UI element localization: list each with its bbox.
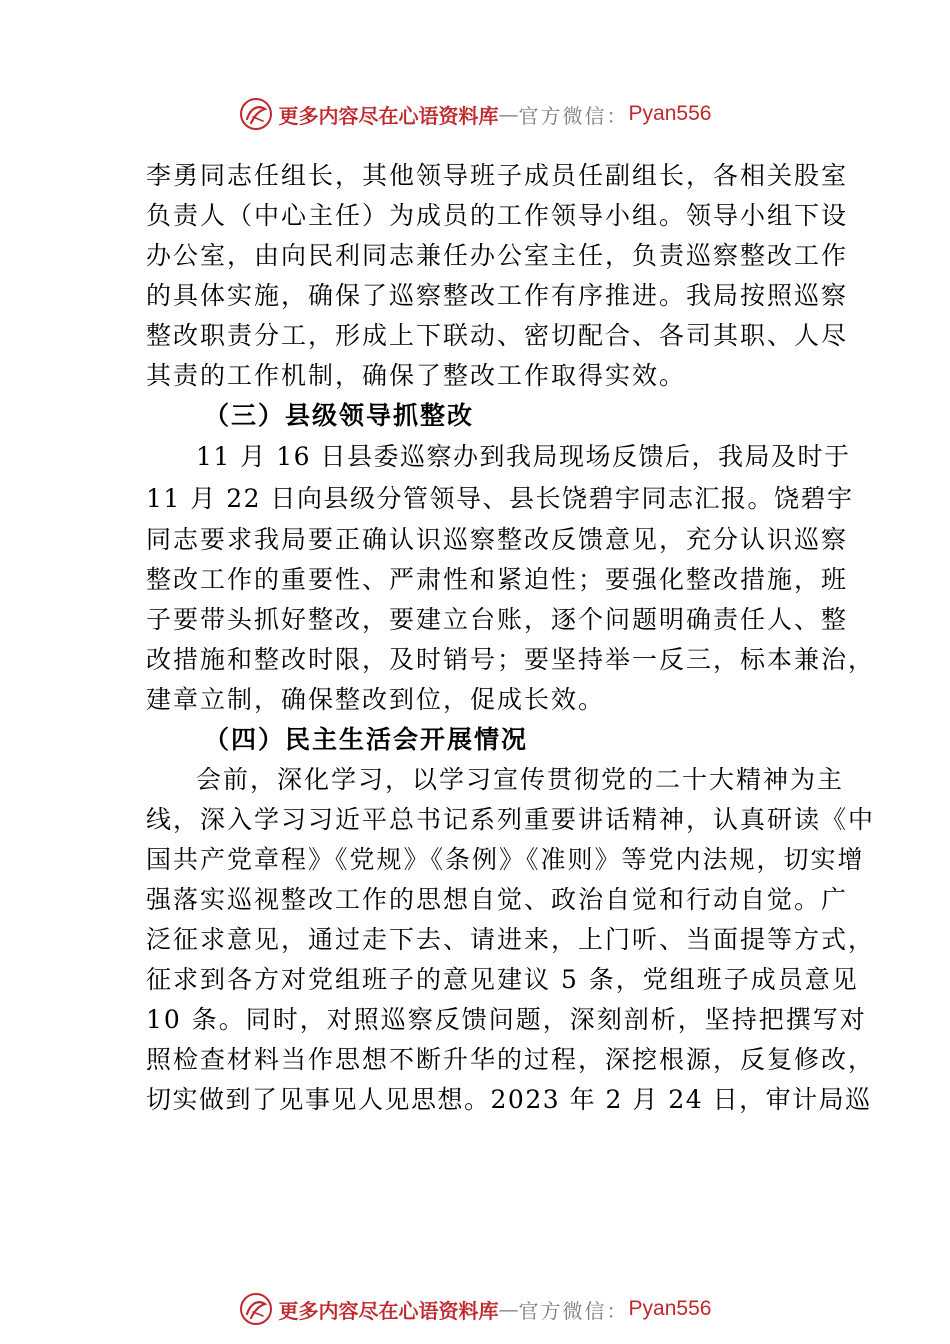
banner-label: 官方微信：	[518, 1298, 629, 1323]
body-line: 李勇同志任组长，其他领导班子成员任副组长，各相关股室	[146, 161, 849, 190]
body-line: 线，深入学习习近平总书记系列重要讲话精神，认真研读《中	[146, 805, 876, 834]
section-heading-4: （四）民主生活会开展情况	[204, 725, 529, 754]
body-line: 改措施和整改时限，及时销号；要坚持举一反三，标本兼治，	[146, 645, 876, 674]
body-line: 其责的工作机制，确保了整改工作取得实效。	[146, 361, 687, 390]
body-line: 整改工作的重要性、严肃性和紧迫性；要强化整改措施，班	[146, 565, 849, 594]
body-line: 切实做到了见事见人见思想。2023 年 2 月 24 日，审计局巡	[146, 1085, 872, 1114]
section-heading-3: （三）县级领导抓整改	[204, 401, 475, 430]
body-line: 照检查材料当作思想不断升华的过程，深挖根源，反复修改，	[146, 1045, 876, 1074]
body-line: 同志要求我局要正确认识巡察整改反馈意见，充分认识巡察	[146, 525, 849, 554]
banner-label: 官方微信：	[518, 103, 629, 128]
banner-dash: —	[498, 102, 519, 126]
banner-dash: —	[498, 1297, 519, 1321]
document-body	[146, 156, 876, 1120]
body-line: 强落实巡视整改工作的思想自觉、政治自觉和行动自觉。广	[146, 885, 849, 914]
body-line: 子要带头抓好整改，要建立台账，逐个问题明确责任人、整	[146, 605, 849, 634]
body-line: 国共产党章程》《党规》《条例》《准则》等党内法规，切实增	[146, 845, 865, 874]
body-line: 整改职责分工，形成上下联动、密切配合、各司其职、人尽	[146, 321, 849, 350]
banner-wechat-id: Pyan556	[628, 102, 712, 125]
body-line: 10 条。同时，对照巡察反馈问题，深刻剖析，坚持把撰写对	[146, 1005, 867, 1034]
body-line: 的具体实施，确保了巡察整改工作有序推进。我局按照巡察	[146, 281, 849, 310]
body-line: 办公室，由向民利同志兼任办公室主任，负责巡察整改工作	[146, 241, 849, 270]
body-line: 会前，深化学习，以学习宣传贯彻党的二十大精神为主	[196, 765, 845, 794]
body-line: 建章立制，确保整改到位，促成长效。	[146, 685, 606, 714]
banner-brand: 更多内容尽在心语资料库	[278, 1298, 499, 1323]
body-line: 11 月 22 日向县级分管领导、县长饶碧宇同志汇报。饶碧宇	[146, 484, 854, 513]
body-line: 11 月 16 日县委巡察办到我局现场反馈后，我局及时于	[196, 442, 851, 471]
footer-banner	[0, 1289, 950, 1329]
body-line: 征求到各方对党组班子的意见建议 5 条，党组班子成员意见	[146, 965, 859, 994]
body-line: 泛征求意见，通过走下去、请进来，上门听、当面提等方式，	[146, 925, 876, 954]
banner-brand: 更多内容尽在心语资料库	[278, 103, 499, 128]
body-line: 负责人（中心主任）为成员的工作领导小组。领导小组下设	[146, 201, 849, 230]
signature-logo-icon	[239, 1292, 273, 1326]
banner-wechat-id: Pyan556	[628, 1297, 712, 1320]
header-banner	[0, 94, 950, 134]
signature-logo-icon	[239, 97, 273, 131]
